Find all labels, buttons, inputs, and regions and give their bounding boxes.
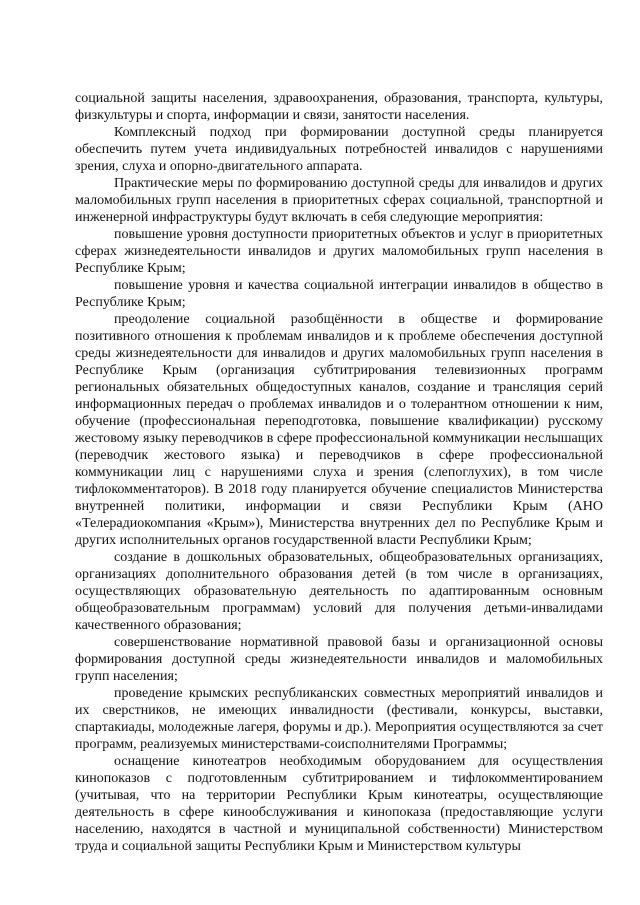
paragraph-comprehensive-approach: Комплексный подход при формировании доступной среды планируется обеспечить путем учета индивидуальных потребностей инвалидов с нарушениями зрения, слуха и опорно-двигательного аппарата. <box>75 125 603 174</box>
paragraph-practical-measures: Практические меры по формированию доступной среды для инвалидов и других маломобильных групп населения в приоритетных сферах социальной, транспортной и инженерной инфраструктуры будут включать в себя следующие мероприятия: <box>75 176 603 225</box>
list-item-regulatory-base: совершенствование нормативной правовой базы и организационной основы формирования доступной среды жизнедеятельности инвалидов и маломобильных групп населения; <box>75 635 603 684</box>
list-item-education-conditions: создание в дошкольных образовательных, общеобразовательных организациях, организациях дополнительного образования детей (в том числе в организациях, осуществляющих образовательную деятельность по адаптированным основным общеобразовательным программам) условий для получения детьми-инвалидами качественного образования; <box>75 550 603 633</box>
list-item-social-integration: повышение уровня и качества социальной интеграции инвалидов в общество в Республике Крым; <box>75 278 603 310</box>
list-item-joint-events: проведение крымских республиканских совместных мероприятий инвалидов и их сверстников, не имеющих инвалидности (фестивали, конкурсы, выставки, спартакиады, молодежные лагеря, форумы и др.). Мероприятия осуществляются за счет программ, реализуемых министерствами-соисполнителями Программы; <box>75 686 603 752</box>
list-item-cinema-equipment: оснащение кинотеатров необходимым оборудованием для осуществления кинопоказов с подготовленным субтитрированием и тифлокомментированием (учитывая, что на территории Республики Крым кинотеатры, осуществляющие деятельность в сфере кинообслуживания и кинопоказа (предоставляющие услуги населению, находятся в частной и муниципальной собственности) Министерством труда и социальной защиты Республики Крым и Министерством культуры <box>75 754 603 854</box>
document-page <box>75 90 603 855</box>
paragraph-continuation: социальной защиты населения, здравоохранения, образования, транспорта, культуры, физкультуры и спорта, информации и связи, занятости населения. <box>75 91 603 123</box>
list-item-accessibility-level: повышение уровня доступности приоритетных объектов и услуг в приоритетных сферах жизнедеятельности инвалидов и других маломобильных групп населения в Республике Крым; <box>75 227 603 276</box>
list-item-overcoming-disunity: преодоление социальной разобщённости в обществе и формирование позитивного отношения к проблемам инвалидов и к проблеме обеспечения доступной среды жизнедеятельности для инвалидов и других маломобильных групп населения в Республике Крым (организация субтитрирования телевизионных программ региональных обязательных общедоступных каналов, создание и трансляция серий информационных передач о проблемах инвалидов и о толерантном отношении к ним, обучение (профессиональная переподготовка, повышение квалификации) русскому жестовому языку переводчиков в сфере профессиональной коммуникации неслышащих (переводчик жестового языка) и переводчиков в сфере профессиональной коммуникации лиц с нарушениями слуха и зрения (слепоглухих), в том числе тифлокомментаторов). В 2018 году планируется обучение специалистов Министерства внутренней политики, информации и связи Республики Крым (АНО «Телерадиокомпания «Крым»), Министерства внутренних дел по Республике Крым и других исполнительных органов государственной власти Республики Крым; <box>75 312 603 548</box>
